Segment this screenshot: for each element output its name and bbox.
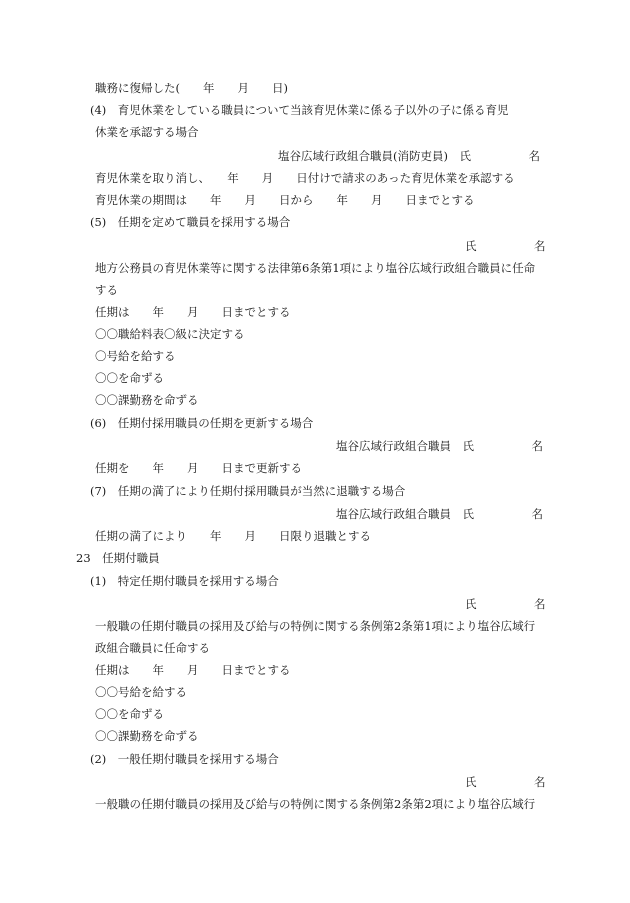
text-line: 〇〇を命ずる — [95, 371, 164, 385]
text-line: 〇号給を給する — [95, 349, 176, 363]
section-heading: (6) 任期付採用職員の任期を更新する場合 — [90, 416, 314, 430]
text-line: 〇〇号給を給する — [95, 685, 187, 699]
text-line: 職務に復帰した( 年 月 日) — [95, 81, 288, 95]
text-line: 任期は 年 月 日までとする — [95, 305, 291, 319]
text-line: する — [95, 283, 118, 297]
text-line: 任期を 年 月 日まで更新する — [95, 461, 302, 475]
signature-line: 氏 名 — [465, 597, 546, 611]
section-heading: (7) 任期の満了により任期付採用職員が当然に退職する場合 — [90, 484, 406, 498]
text-line: 〇〇課勤務を命ずる — [95, 393, 199, 407]
text-line: 〇〇を命ずる — [95, 707, 164, 721]
chapter-heading: 23 任期付職員 — [76, 551, 160, 565]
text-line: 一般職の任期付職員の採用及び給与の特例に関する条例第2条第2項により塩谷広域行 — [95, 797, 536, 811]
text-line: 〇〇職給料表〇級に決定する — [95, 327, 245, 341]
section-heading: (5) 任期を定めて職員を採用する場合 — [90, 215, 291, 229]
text-line: 〇〇課勤務を命ずる — [95, 729, 199, 743]
text-line: 休業を承認する場合 — [95, 125, 199, 139]
text-line: 任期は 年 月 日までとする — [95, 663, 291, 677]
signature-line: 塩谷広域行政組合職員 氏 名 — [336, 439, 543, 453]
signature-line: 塩谷広域行政組合職員(消防吏員) 氏 名 — [278, 149, 540, 163]
signature-line: 氏 名 — [465, 775, 546, 789]
section-heading: (4) 育児休業をしている職員について当該育児休業に係る子以外の子に係る育児 — [90, 103, 509, 117]
text-line: 政組合職員に任命する — [95, 641, 210, 655]
section-heading: (2) 一般任期付職員を採用する場合 — [90, 752, 279, 766]
text-line: 育児休業の期間は 年 月 日から 年 月 日までとする — [95, 193, 475, 207]
text-line: 任期の満了により 年 月 日限り退職とする — [95, 529, 371, 543]
text-line: 育児休業を取り消し、 年 月 日付けで請求のあった育児休業を承認する — [95, 171, 515, 185]
section-heading: (1) 特定任期付職員を採用する場合 — [90, 574, 279, 588]
text-line: 地方公務員の育児休業等に関する法律第6条第1項により塩谷広域行政組合職員に任命 — [95, 261, 536, 275]
signature-line: 氏 名 — [465, 239, 546, 253]
text-line: 一般職の任期付職員の採用及び給与の特例に関する条例第2条第1項により塩谷広域行 — [95, 619, 536, 633]
signature-line: 塩谷広域行政組合職員 氏 名 — [336, 507, 543, 521]
